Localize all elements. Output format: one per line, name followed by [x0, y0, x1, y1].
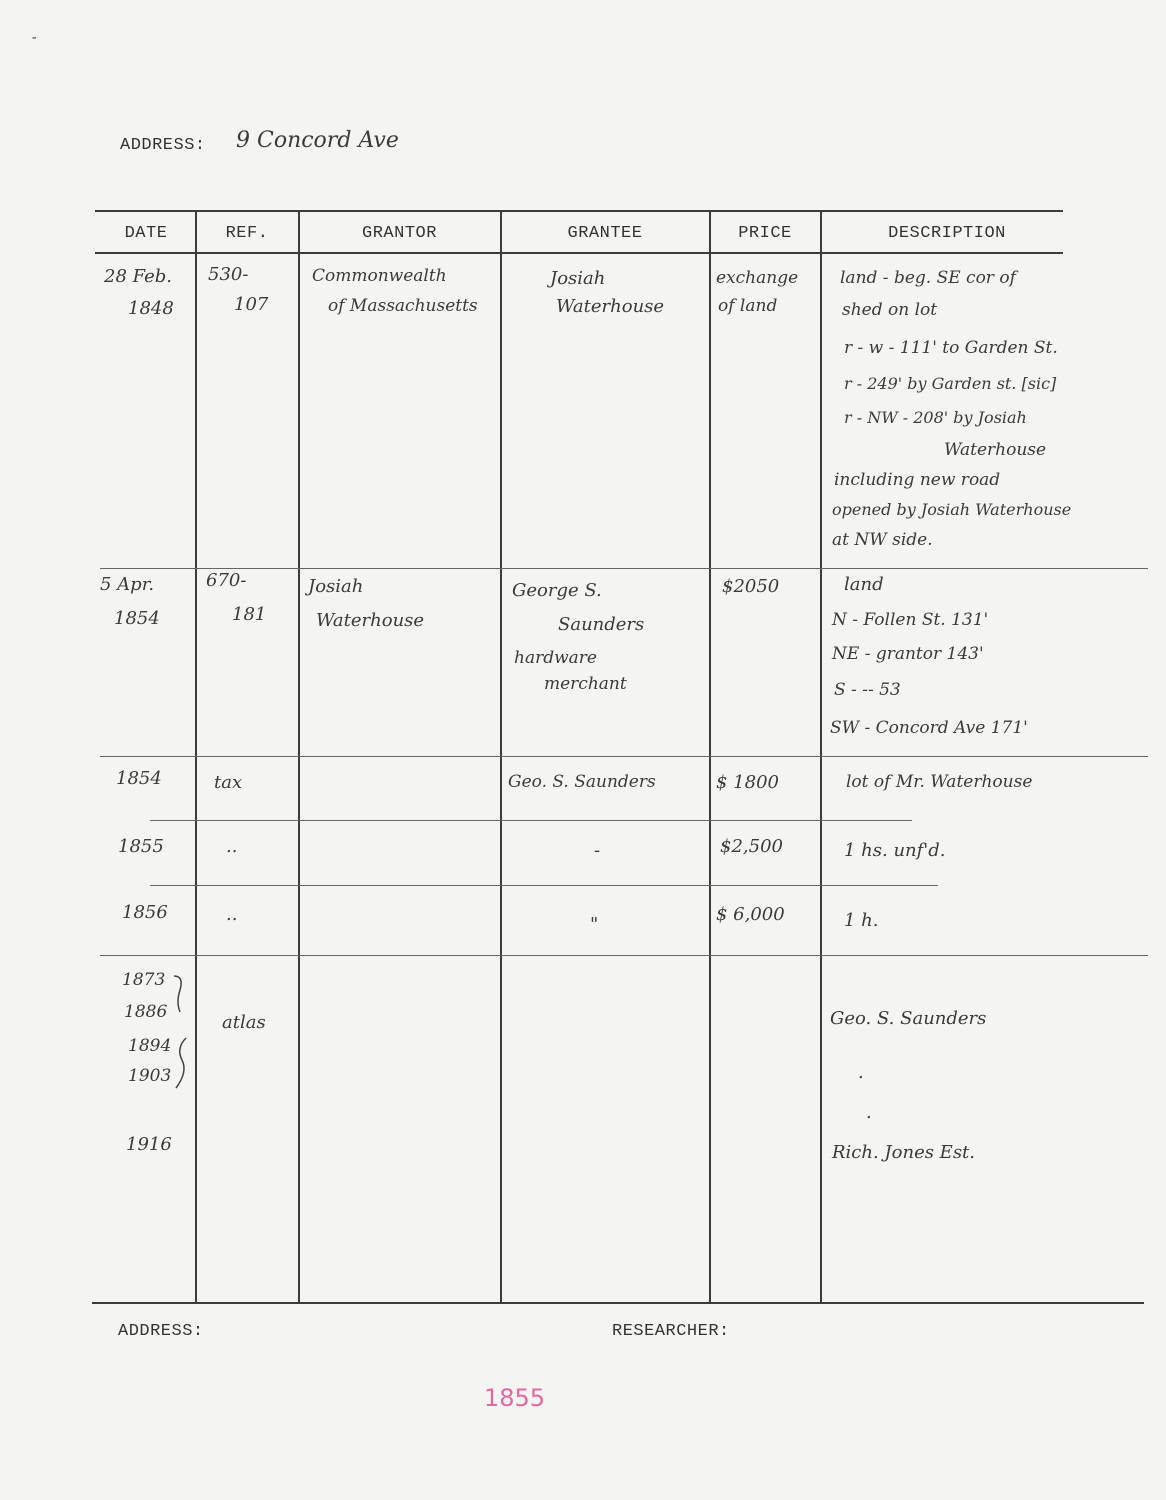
row1-desc-line7: including new road [834, 470, 1001, 490]
row-separator [100, 568, 1148, 569]
row5-desc: 1 h. [844, 910, 879, 931]
row2-grantee-line2: Saunders [558, 614, 645, 635]
row4-price: $2,500 [720, 836, 783, 857]
row1-ref-page: 107 [234, 294, 269, 315]
row1-price-line2: of land [718, 296, 778, 316]
stamp-year: 1855 [484, 1384, 546, 1412]
row2-desc-line1: land [844, 574, 884, 595]
row1-desc-line1: land - beg. SE cor of [840, 268, 1016, 288]
table-top-rule [95, 210, 1063, 212]
row3-grantee: Geo. S. Saunders [508, 772, 656, 792]
col-divider-3 [500, 212, 502, 1304]
col-divider-4 [709, 212, 711, 1304]
header-bottom-rule [95, 252, 1063, 254]
row1-grantee-line1: Josiah [550, 268, 606, 289]
row1-grantee-line2: Waterhouse [556, 296, 665, 317]
corner-mark: - [30, 30, 39, 46]
footer-researcher-label: RESEARCHER: [612, 1322, 730, 1341]
row2-desc-line2: N - Follen St. 131' [832, 610, 989, 630]
row4-desc: 1 hs. unf'd. [844, 840, 946, 861]
address-value: 9 Concord Ave [236, 128, 399, 153]
row4-date: 1855 [118, 836, 164, 857]
row2-desc-line3: NE - grantor 143' [832, 644, 984, 664]
row1-date-year: 1848 [128, 298, 174, 319]
row1-price-line1: exchange [716, 268, 799, 288]
row1-date-day: 28 Feb. [104, 266, 173, 287]
row2-desc-line5: SW - Concord Ave 171' [830, 718, 1028, 738]
col-divider-1 [195, 212, 197, 1304]
row6-ref: atlas [222, 1012, 266, 1033]
footer-address-label: ADDRESS: [118, 1322, 204, 1341]
row6-desc-line1: Geo. S. Saunders [830, 1008, 987, 1029]
row6-date-5: 1916 [126, 1134, 172, 1155]
col-header-grantor: GRANTOR [362, 224, 437, 243]
table-bottom-rule [92, 1302, 1144, 1304]
row5-grantee: " [590, 914, 599, 935]
col-header-description: DESCRIPTION [888, 224, 1006, 243]
row1-desc-line4: r - 249' by Garden st. [sic] [844, 374, 1057, 393]
row2-date-year: 1854 [114, 608, 160, 629]
row2-grantee-line3: hardware [514, 648, 597, 668]
col-header-ref: REF. [225, 224, 269, 243]
row2-grantee-line4: merchant [544, 674, 627, 694]
row1-desc-line8: opened by Josiah Waterhouse [832, 500, 1072, 519]
row6-desc-line4: Rich. Jones Est. [832, 1142, 976, 1163]
col-header-date: DATE [124, 224, 168, 243]
row4-ref: .. [226, 836, 238, 857]
row2-price: $2050 [722, 576, 780, 597]
col-header-price: PRICE [738, 224, 792, 243]
row6-date-2: 1886 [124, 1002, 168, 1022]
row-separator [100, 955, 1148, 956]
row5-date: 1856 [122, 902, 168, 923]
col-divider-2 [298, 212, 300, 1304]
col-divider-5 [820, 212, 822, 1304]
row1-grantor-line1: Commonwealth [312, 266, 447, 286]
row2-grantee-line1: George S. [512, 580, 602, 601]
row2-desc-line4: S - -- 53 [834, 680, 901, 700]
row3-ref: tax [214, 772, 243, 793]
row2-grantor-line2: Waterhouse [316, 610, 425, 631]
row2-grantor-line1: Josiah [308, 576, 364, 597]
row6-date-3: 1894 [128, 1036, 172, 1056]
row5-ref: .. [226, 904, 238, 925]
row5-price: $ 6,000 [716, 904, 785, 925]
row2-ref-page: 181 [232, 604, 267, 625]
row1-desc-line5: r - NW - 208' by Josiah [844, 408, 1027, 427]
row-separator [100, 756, 1148, 757]
row2-date-day: 5 Apr. [100, 574, 155, 595]
row2-ref-book: 670- [206, 570, 247, 591]
row3-desc: lot of Mr. Waterhouse [846, 772, 1033, 792]
row6-desc-ditto-1: . [858, 1062, 864, 1083]
row1-desc-line3: r - w - 111' to Garden St. [844, 338, 1058, 358]
row1-grantor-line2: of Massachusetts [328, 296, 478, 316]
row6-desc-ditto-2: . [866, 1102, 872, 1123]
col-header-grantee: GRANTEE [567, 224, 643, 243]
row3-date: 1854 [116, 768, 162, 789]
bracket-marks [168, 972, 198, 1092]
row-separator [150, 820, 912, 821]
row1-desc-line2: shed on lot [842, 300, 938, 320]
row4-grantee: - [594, 840, 601, 861]
row1-desc-line6: Waterhouse [944, 440, 1047, 460]
row1-ref-book: 530- [208, 264, 249, 285]
row6-date-4: 1903 [128, 1066, 172, 1086]
row1-desc-line9: at NW side. [832, 530, 933, 550]
row-separator [150, 885, 938, 886]
row6-date-1: 1873 [122, 970, 166, 990]
row3-price: $ 1800 [716, 772, 779, 793]
address-label: ADDRESS: [120, 136, 206, 155]
